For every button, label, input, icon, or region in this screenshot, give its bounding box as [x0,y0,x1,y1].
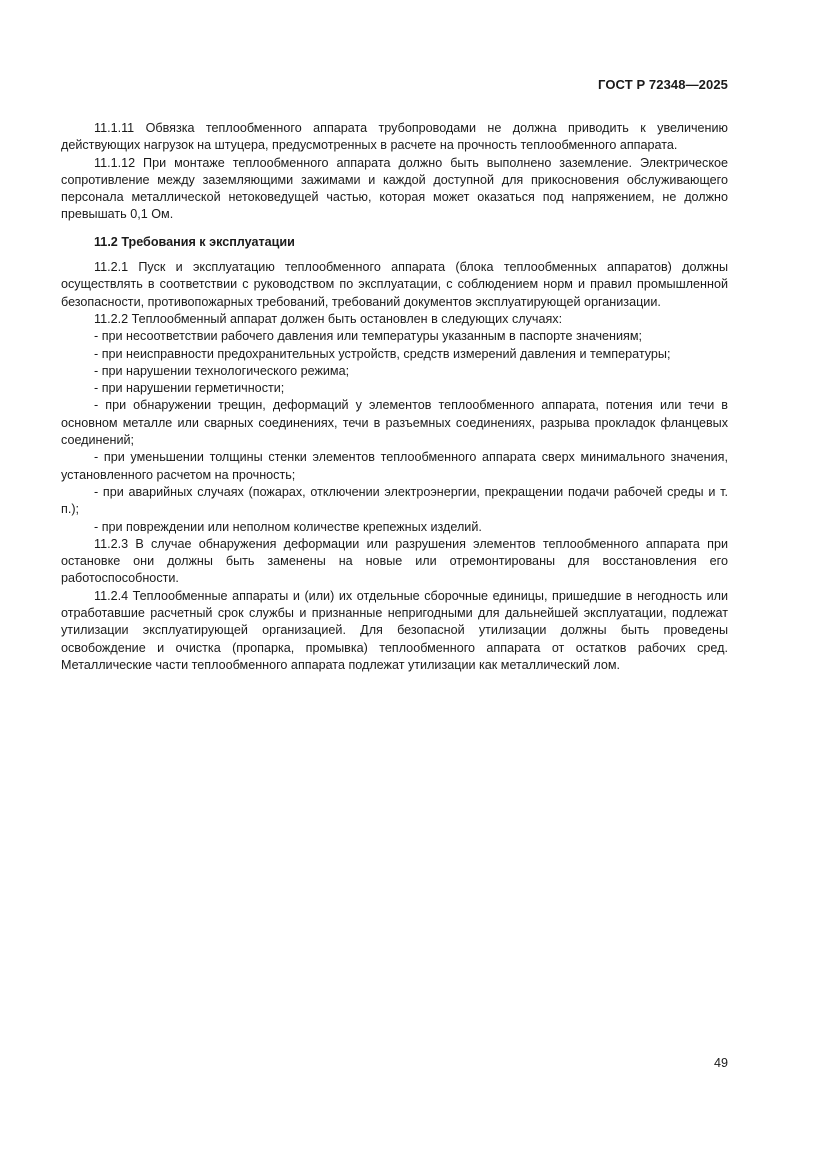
paragraph-11-1-11: 11.1.11 Обвязка теплообменного аппарата трубопроводами не должна приводить к увеличению действующих нагрузок на штуцера, предусмотренных в расчете на прочность теплообменного аппарата. [61,121,728,153]
list-item: - при обнаружении трещин, деформаций у элементов теплообменного аппарата, потения или течи в основном металле или сварных соединениях, течи в разъемных соединениях, разрыва прокладок фланцевых соединений; [61,398,728,448]
list-item: - при несоответствии рабочего давления или температуры указанным в паспорте значениям; [94,329,642,344]
paragraph-11-2-2: 11.2.2 Теплообменный аппарат должен быть остановлен в следующих случаях: [94,311,563,326]
list-item: - при нарушении герметичности; [94,381,285,396]
page-number: 49 [713,1056,728,1070]
list-item: - при повреждении или неполном количестве крепежных изделий. [94,519,482,534]
list-item: - при нарушении технологического режима; [94,363,350,378]
document-body [61,120,728,674]
standard-code-header: ГОСТ Р 72348—2025 [598,77,728,92]
list-item: - при неисправности предохранительных устройств, средств измерений давления и температуры; [94,346,671,361]
list-item: - при уменьшении толщины стенки элементов теплообменного аппарата сверх минимального значения, установленного расчетом на прочность; [61,450,728,482]
section-title-11-2: 11.2 Требования к эксплуатации [94,234,295,249]
list-item: - при аварийных случаях (пожарах, отключении электроэнергии, прекращении подачи рабочей среды и т. п.); [61,484,728,517]
paragraph-11-1-12: 11.1.12 При монтаже теплообменного аппарата должно быть выполнено заземление. Электрическое сопротивление между заземляющими зажимами и каждой доступной для прикосновения обслуживающего персонала металлической нетоковедущей частью, которая может оказаться под напряжением, не должно превышать 0,1 Ом. [61,155,728,222]
paragraph-11-2-3: 11.2.3 В случае обнаружения деформации или разрушения элементов теплообменного аппарата при остановке они должны быть заменены на новые или отремонтированы для восстановления его работоспособности. [61,536,728,586]
paragraph-11-2-1: 11.2.1 Пуск и эксплуатацию теплообменного аппарата (блока теплообменных аппаратов) должны осуществлять в соответствии с руководством по эксплуатации, с соблюдением норм и правил промышленной безопасности, противопожарных требований, требований документов эксплуатирующей организации. [61,260,728,309]
paragraph-11-2-4: 11.2.4 Теплообменные аппараты и (или) их отдельные сборочные единицы, пришедшие в негодность или отработавшие расчетный срок службы и признанные непригодными для дальнейшей эксплуатации, подлежат утилизации эксплуатирующей организацией. Для безопасной утилизации должны быть проведены освобождение и очистка (пропарка, промывка) теплообменного аппарата от остатков рабочих сред. Металлические части теплообменного аппарата подлежат утилизации как металлический лом. [61,588,728,672]
